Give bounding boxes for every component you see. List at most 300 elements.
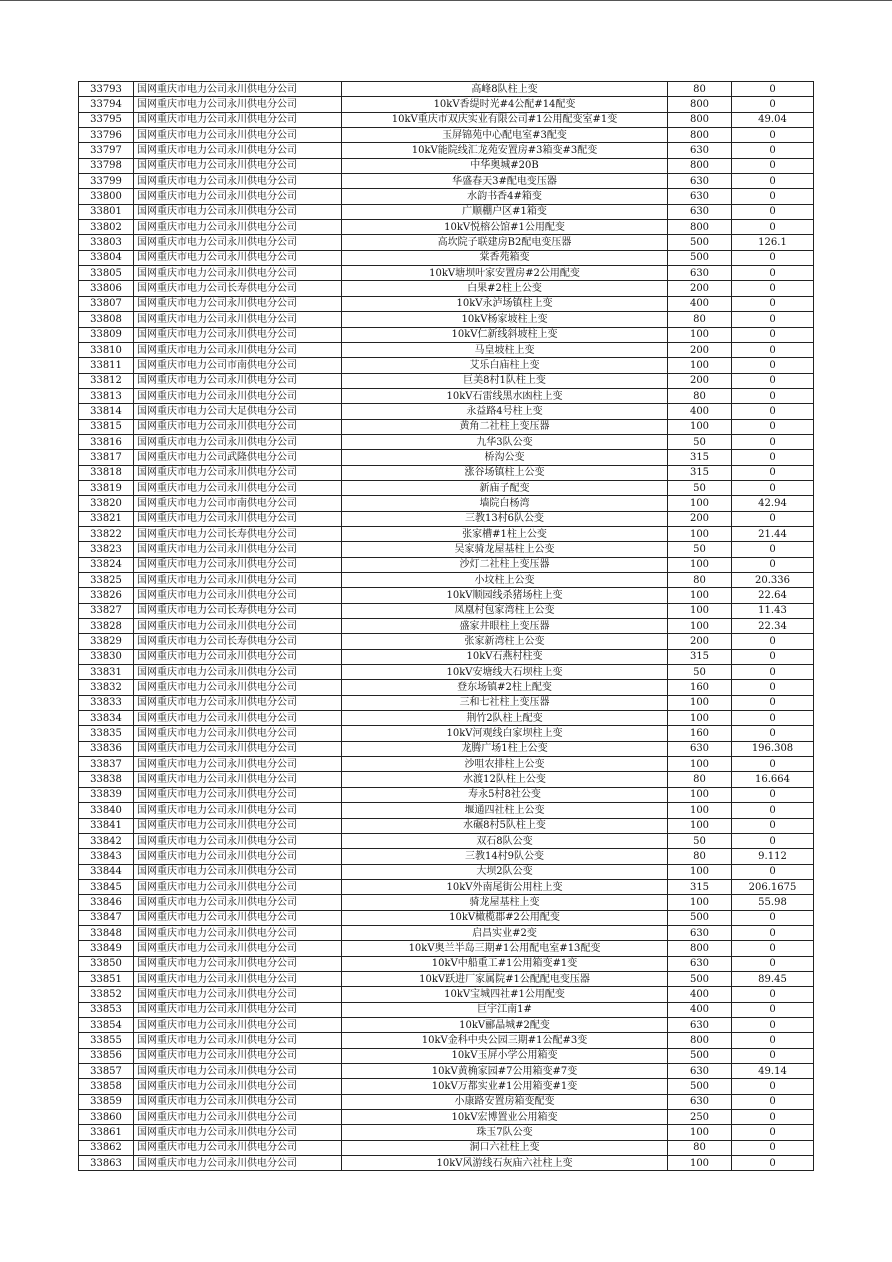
capacity-cell: 500 xyxy=(668,250,732,265)
company-cell: 国网重庆市电力公司永川供电分公司 xyxy=(134,1048,342,1063)
table-row xyxy=(79,711,814,726)
table-row xyxy=(79,680,814,695)
row-id-cell: 33850 xyxy=(79,956,134,971)
company-cell: 国网重庆市电力公司永川供电分公司 xyxy=(134,342,342,357)
capacity-cell: 200 xyxy=(668,281,732,296)
value-cell: 0 xyxy=(732,312,814,327)
transformer-name-cell: 10kV宏博置业公用箱变 xyxy=(342,1110,668,1125)
transformer-name-cell: 三和七社柱上变压器 xyxy=(342,695,668,710)
transformer-name-cell: 10kV黄桷家园#7公用箱变#7变 xyxy=(342,1064,668,1079)
transformer-name-cell: 涨谷场镇柱上公变 xyxy=(342,465,668,480)
row-id-cell: 33839 xyxy=(79,787,134,802)
capacity-cell: 630 xyxy=(668,956,732,971)
company-cell: 国网重庆市电力公司市南供电分公司 xyxy=(134,496,342,511)
row-id-cell: 33823 xyxy=(79,542,134,557)
table-row xyxy=(79,296,814,311)
company-cell: 国网重庆市电力公司永川供电分公司 xyxy=(134,266,342,281)
row-id-cell: 33847 xyxy=(79,910,134,925)
company-cell: 国网重庆市电力公司永川供电分公司 xyxy=(134,419,342,434)
capacity-cell: 200 xyxy=(668,373,732,388)
table-row xyxy=(79,1064,814,1079)
row-id-cell: 33851 xyxy=(79,971,134,986)
row-id-cell: 33846 xyxy=(79,895,134,910)
value-cell: 0 xyxy=(732,818,814,833)
transformer-name-cell: 棠香苑箱变 xyxy=(342,250,668,265)
value-cell: 0 xyxy=(732,1110,814,1125)
value-cell: 0 xyxy=(732,726,814,741)
table-row xyxy=(79,465,814,480)
value-cell: 0 xyxy=(732,82,814,97)
company-cell: 国网重庆市电力公司永川供电分公司 xyxy=(134,1033,342,1048)
capacity-cell: 630 xyxy=(668,204,732,219)
row-id-cell: 33804 xyxy=(79,250,134,265)
company-cell: 国网重庆市电力公司长寿供电分公司 xyxy=(134,281,342,296)
transformer-name-cell: 沙咀农排柱上公变 xyxy=(342,757,668,772)
table-row xyxy=(79,342,814,357)
row-id-cell: 33801 xyxy=(79,204,134,219)
capacity-cell: 630 xyxy=(668,189,732,204)
company-cell: 国网重庆市电力公司永川供电分公司 xyxy=(134,588,342,603)
value-cell: 0 xyxy=(732,373,814,388)
table-row xyxy=(79,864,814,879)
table-row xyxy=(79,235,814,250)
transformer-name-cell: 珠玉7队公变 xyxy=(342,1125,668,1140)
row-id-cell: 33799 xyxy=(79,174,134,189)
company-cell: 国网重庆市电力公司永川供电分公司 xyxy=(134,573,342,588)
table-row xyxy=(79,649,814,664)
transformer-name-cell: 10kV杨家坡柱上变 xyxy=(342,312,668,327)
company-cell: 国网重庆市电力公司永川供电分公司 xyxy=(134,434,342,449)
table-row xyxy=(79,849,814,864)
value-cell: 0 xyxy=(732,450,814,465)
capacity-cell: 630 xyxy=(668,741,732,756)
transformer-name-cell: 桥沟公变 xyxy=(342,450,668,465)
company-cell: 国网重庆市电力公司永川供电分公司 xyxy=(134,833,342,848)
value-cell: 0 xyxy=(732,511,814,526)
company-cell: 国网重庆市电力公司永川供电分公司 xyxy=(134,143,342,158)
row-id-cell: 33848 xyxy=(79,925,134,940)
value-cell: 49.14 xyxy=(732,1064,814,1079)
company-cell: 国网重庆市电力公司长寿供电分公司 xyxy=(134,526,342,541)
capacity-cell: 100 xyxy=(668,557,732,572)
table-row xyxy=(79,373,814,388)
table-row xyxy=(79,787,814,802)
value-cell: 0 xyxy=(732,358,814,373)
transformer-name-cell: 盛家井眼柱上变压器 xyxy=(342,619,668,634)
transformer-name-cell: 吴家骑龙屋基柱上公变 xyxy=(342,542,668,557)
capacity-cell: 800 xyxy=(668,220,732,235)
company-cell: 国网重庆市电力公司永川供电分公司 xyxy=(134,680,342,695)
row-id-cell: 33819 xyxy=(79,480,134,495)
table-row xyxy=(79,1140,814,1155)
value-cell: 0 xyxy=(732,1017,814,1032)
row-id-cell: 33808 xyxy=(79,312,134,327)
table-row xyxy=(79,1033,814,1048)
company-cell: 国网重庆市电力公司永川供电分公司 xyxy=(134,296,342,311)
row-id-cell: 33835 xyxy=(79,726,134,741)
capacity-cell: 400 xyxy=(668,296,732,311)
capacity-cell: 315 xyxy=(668,450,732,465)
company-cell: 国网重庆市电力公司永川供电分公司 xyxy=(134,174,342,189)
company-cell: 国网重庆市电力公司永川供电分公司 xyxy=(134,895,342,910)
table-row xyxy=(79,542,814,557)
company-cell: 国网重庆市电力公司永川供电分公司 xyxy=(134,956,342,971)
table-row xyxy=(79,987,814,1002)
transformer-name-cell: 骑龙屋基柱上变 xyxy=(342,895,668,910)
table-row xyxy=(79,941,814,956)
transformer-name-cell: 水渡12队柱上公变 xyxy=(342,772,668,787)
row-id-cell: 33831 xyxy=(79,665,134,680)
table-row xyxy=(79,619,814,634)
company-cell: 国网重庆市电力公司市南供电分公司 xyxy=(134,358,342,373)
capacity-cell: 100 xyxy=(668,496,732,511)
value-cell: 0 xyxy=(732,204,814,219)
row-id-cell: 33810 xyxy=(79,342,134,357)
company-cell: 国网重庆市电力公司永川供电分公司 xyxy=(134,511,342,526)
capacity-cell: 80 xyxy=(668,1140,732,1155)
value-cell: 0 xyxy=(732,956,814,971)
company-cell: 国网重庆市电力公司永川供电分公司 xyxy=(134,1156,342,1171)
transformer-name-cell: 10kV玉屏小学公用箱变 xyxy=(342,1048,668,1063)
capacity-cell: 630 xyxy=(668,1017,732,1032)
table-row xyxy=(79,158,814,173)
table-row xyxy=(79,803,814,818)
table-row xyxy=(79,726,814,741)
capacity-cell: 400 xyxy=(668,404,732,419)
capacity-cell: 100 xyxy=(668,419,732,434)
transformer-name-cell: 马皇坡柱上变 xyxy=(342,342,668,357)
transformer-name-cell: 10kV永泸场镇柱上变 xyxy=(342,296,668,311)
value-cell: 0 xyxy=(732,1033,814,1048)
company-cell: 国网重庆市电力公司永川供电分公司 xyxy=(134,757,342,772)
capacity-cell: 100 xyxy=(668,1125,732,1140)
table-row xyxy=(79,327,814,342)
capacity-cell: 500 xyxy=(668,235,732,250)
table-row xyxy=(79,511,814,526)
company-cell: 国网重庆市电力公司永川供电分公司 xyxy=(134,542,342,557)
row-id-cell: 33818 xyxy=(79,465,134,480)
table-row xyxy=(79,204,814,219)
table-row xyxy=(79,143,814,158)
table-row xyxy=(79,741,814,756)
capacity-cell: 50 xyxy=(668,480,732,495)
company-cell: 国网重庆市电力公司长寿供电分公司 xyxy=(134,603,342,618)
table-row xyxy=(79,404,814,419)
table-row xyxy=(79,1094,814,1109)
row-id-cell: 33845 xyxy=(79,879,134,894)
table-row xyxy=(79,925,814,940)
row-id-cell: 33843 xyxy=(79,849,134,864)
transformer-name-cell: 荆竹2队柱上配变 xyxy=(342,711,668,726)
capacity-cell: 100 xyxy=(668,358,732,373)
value-cell: 126.1 xyxy=(732,235,814,250)
capacity-cell: 50 xyxy=(668,434,732,449)
value-cell: 0 xyxy=(732,542,814,557)
transformer-name-cell: 10kV金科中央公园三期#1公配#3变 xyxy=(342,1033,668,1048)
table-row xyxy=(79,496,814,511)
value-cell: 0 xyxy=(732,649,814,664)
value-cell: 22.64 xyxy=(732,588,814,603)
row-id-cell: 33837 xyxy=(79,757,134,772)
value-cell: 0 xyxy=(732,833,814,848)
company-cell: 国网重庆市电力公司永川供电分公司 xyxy=(134,925,342,940)
row-id-cell: 33834 xyxy=(79,711,134,726)
capacity-cell: 800 xyxy=(668,97,732,112)
company-cell: 国网重庆市电力公司永川供电分公司 xyxy=(134,741,342,756)
transformer-name-cell: 10kV安塘线大石坝柱上变 xyxy=(342,665,668,680)
transformer-name-cell: 白果#2柱上公变 xyxy=(342,281,668,296)
transformer-name-cell: 10kV郦晶城#2配变 xyxy=(342,1017,668,1032)
capacity-cell: 315 xyxy=(668,465,732,480)
company-cell: 国网重庆市电力公司永川供电分公司 xyxy=(134,649,342,664)
capacity-cell: 100 xyxy=(668,864,732,879)
value-cell: 21.44 xyxy=(732,526,814,541)
transformer-name-cell: 中华奥城#20B xyxy=(342,158,668,173)
company-cell: 国网重庆市电力公司永川供电分公司 xyxy=(134,220,342,235)
transformer-name-cell: 10kV仁新线斜坡柱上变 xyxy=(342,327,668,342)
capacity-cell: 80 xyxy=(668,573,732,588)
row-id-cell: 33828 xyxy=(79,619,134,634)
row-id-cell: 33863 xyxy=(79,1156,134,1171)
transformer-name-cell: 水碾8村5队柱上变 xyxy=(342,818,668,833)
table-row xyxy=(79,573,814,588)
table-row xyxy=(79,112,814,127)
row-id-cell: 33814 xyxy=(79,404,134,419)
table-row xyxy=(79,128,814,143)
value-cell: 0 xyxy=(732,465,814,480)
capacity-cell: 200 xyxy=(668,511,732,526)
transformer-name-cell: 墙院白杨湾 xyxy=(342,496,668,511)
table-row xyxy=(79,174,814,189)
row-id-cell: 33861 xyxy=(79,1125,134,1140)
capacity-cell: 400 xyxy=(668,987,732,1002)
transformer-name-cell: 10kV塘坝叶家安置房#2公用配变 xyxy=(342,266,668,281)
value-cell: 0 xyxy=(732,634,814,649)
row-id-cell: 33793 xyxy=(79,82,134,97)
row-id-cell: 33811 xyxy=(79,358,134,373)
value-cell: 0 xyxy=(732,1125,814,1140)
transformer-name-cell: 玉屏锦苑中心配电室#3配变 xyxy=(342,128,668,143)
row-id-cell: 33844 xyxy=(79,864,134,879)
company-cell: 国网重庆市电力公司永川供电分公司 xyxy=(134,1140,342,1155)
capacity-cell: 80 xyxy=(668,388,732,403)
value-cell: 0 xyxy=(732,910,814,925)
row-id-cell: 33829 xyxy=(79,634,134,649)
company-cell: 国网重庆市电力公司永川供电分公司 xyxy=(134,388,342,403)
table-row xyxy=(79,434,814,449)
value-cell: 0 xyxy=(732,97,814,112)
company-cell: 国网重庆市电力公司永川供电分公司 xyxy=(134,787,342,802)
row-id-cell: 33840 xyxy=(79,803,134,818)
company-cell: 国网重庆市电力公司长寿供电分公司 xyxy=(134,634,342,649)
company-cell: 国网重庆市电力公司永川供电分公司 xyxy=(134,1094,342,1109)
row-id-cell: 33795 xyxy=(79,112,134,127)
capacity-cell: 200 xyxy=(668,634,732,649)
table-row xyxy=(79,189,814,204)
company-cell: 国网重庆市电力公司永川供电分公司 xyxy=(134,204,342,219)
company-cell: 国网重庆市电力公司永川供电分公司 xyxy=(134,1002,342,1017)
transformer-name-cell: 小康路安置房箱变配变 xyxy=(342,1094,668,1109)
company-cell: 国网重庆市电力公司永川供电分公司 xyxy=(134,1064,342,1079)
value-cell: 0 xyxy=(732,680,814,695)
transformer-name-cell: 巨美8村1队柱上变 xyxy=(342,373,668,388)
row-id-cell: 33862 xyxy=(79,1140,134,1155)
row-id-cell: 33854 xyxy=(79,1017,134,1032)
transformer-name-cell: 登东场镇#2柱上配变 xyxy=(342,680,668,695)
transformer-name-cell: 堰通四社柱上公变 xyxy=(342,803,668,818)
table-row xyxy=(79,772,814,787)
value-cell: 0 xyxy=(732,296,814,311)
capacity-cell: 80 xyxy=(668,312,732,327)
capacity-cell: 315 xyxy=(668,879,732,894)
table-row xyxy=(79,419,814,434)
value-cell: 0 xyxy=(732,941,814,956)
value-cell: 0 xyxy=(732,1048,814,1063)
capacity-cell: 100 xyxy=(668,711,732,726)
value-cell: 0 xyxy=(732,174,814,189)
capacity-cell: 100 xyxy=(668,818,732,833)
company-cell: 国网重庆市电力公司永川供电分公司 xyxy=(134,1110,342,1125)
transformer-name-cell: 小坟柱上公变 xyxy=(342,573,668,588)
value-cell: 196.308 xyxy=(732,741,814,756)
row-id-cell: 33817 xyxy=(79,450,134,465)
value-cell: 0 xyxy=(732,1140,814,1155)
capacity-cell: 50 xyxy=(668,833,732,848)
capacity-cell: 160 xyxy=(668,680,732,695)
transformer-name-cell: 永益路4号柱上变 xyxy=(342,404,668,419)
capacity-cell: 100 xyxy=(668,327,732,342)
page-top-rule xyxy=(0,0,892,1)
transformer-name-cell: 10kV石雷线黑水凼柱上变 xyxy=(342,388,668,403)
transformer-name-cell: 10kV奥兰半岛三期#1公用配电室#13配变 xyxy=(342,941,668,956)
row-id-cell: 33860 xyxy=(79,1110,134,1125)
table-row xyxy=(79,695,814,710)
table-row xyxy=(79,358,814,373)
value-cell: 0 xyxy=(732,128,814,143)
company-cell: 国网重庆市电力公司永川供电分公司 xyxy=(134,619,342,634)
transformer-name-cell: 高坎院子联建房B2配电变压器 xyxy=(342,235,668,250)
value-cell: 9.112 xyxy=(732,849,814,864)
value-cell: 0 xyxy=(732,925,814,940)
table-row xyxy=(79,818,814,833)
capacity-cell: 100 xyxy=(668,695,732,710)
table-body xyxy=(79,82,814,1171)
transformer-name-cell: 大坝2队公变 xyxy=(342,864,668,879)
capacity-cell: 500 xyxy=(668,1079,732,1094)
row-id-cell: 33841 xyxy=(79,818,134,833)
capacity-cell: 100 xyxy=(668,787,732,802)
row-id-cell: 33820 xyxy=(79,496,134,511)
transformer-name-cell: 10kV跃进厂家属院#1公配配电变压器 xyxy=(342,971,668,986)
row-id-cell: 33827 xyxy=(79,603,134,618)
table-row xyxy=(79,833,814,848)
company-cell: 国网重庆市电力公司大足供电分公司 xyxy=(134,404,342,419)
table-row xyxy=(79,1156,814,1171)
capacity-cell: 315 xyxy=(668,649,732,664)
transformer-name-cell: 10kV香缇时光#4公配#14配变 xyxy=(342,97,668,112)
transformer-name-cell: 10kV能院线汇龙苑安置房#3箱变#3配变 xyxy=(342,143,668,158)
company-cell: 国网重庆市电力公司永川供电分公司 xyxy=(134,480,342,495)
capacity-cell: 200 xyxy=(668,342,732,357)
row-id-cell: 33815 xyxy=(79,419,134,434)
value-cell: 0 xyxy=(732,404,814,419)
transformer-table xyxy=(78,81,814,1171)
transformer-name-cell: 广顺棚户区#1箱变 xyxy=(342,204,668,219)
value-cell: 0 xyxy=(732,281,814,296)
transformer-name-cell: 10kV橄榄郡#2公用配变 xyxy=(342,910,668,925)
company-cell: 国网重庆市电力公司永川供电分公司 xyxy=(134,1125,342,1140)
transformer-name-cell: 10kV万都实业#1公用箱变#1变 xyxy=(342,1079,668,1094)
value-cell: 0 xyxy=(732,1002,814,1017)
table-row xyxy=(79,1110,814,1125)
company-cell: 国网重庆市电力公司永川供电分公司 xyxy=(134,97,342,112)
value-cell: 0 xyxy=(732,388,814,403)
row-id-cell: 33802 xyxy=(79,220,134,235)
transformer-name-cell: 凤凰村包家湾柱上公变 xyxy=(342,603,668,618)
value-cell: 0 xyxy=(732,987,814,1002)
table-row xyxy=(79,895,814,910)
row-id-cell: 33836 xyxy=(79,741,134,756)
transformer-name-cell: 巨宇江南1# xyxy=(342,1002,668,1017)
table-row xyxy=(79,956,814,971)
row-id-cell: 33830 xyxy=(79,649,134,664)
transformer-name-cell: 高峰8队柱上变 xyxy=(342,82,668,97)
table-row xyxy=(79,220,814,235)
value-cell: 22.34 xyxy=(732,619,814,634)
company-cell: 国网重庆市电力公司永川供电分公司 xyxy=(134,327,342,342)
row-id-cell: 33813 xyxy=(79,388,134,403)
table-row xyxy=(79,634,814,649)
table-row xyxy=(79,557,814,572)
row-id-cell: 33857 xyxy=(79,1064,134,1079)
value-cell: 49.04 xyxy=(732,112,814,127)
row-id-cell: 33842 xyxy=(79,833,134,848)
value-cell: 0 xyxy=(732,711,814,726)
table-row xyxy=(79,250,814,265)
value-cell: 0 xyxy=(732,220,814,235)
table-row xyxy=(79,97,814,112)
transformer-name-cell: 艾乐白庙柱上变 xyxy=(342,358,668,373)
company-cell: 国网重庆市电力公司永川供电分公司 xyxy=(134,864,342,879)
company-cell: 国网重庆市电力公司永川供电分公司 xyxy=(134,250,342,265)
table-row xyxy=(79,757,814,772)
transformer-name-cell: 张家新湾柱上公变 xyxy=(342,634,668,649)
company-cell: 国网重庆市电力公司永川供电分公司 xyxy=(134,772,342,787)
transformer-name-cell: 华盛春天3#配电变压器 xyxy=(342,174,668,189)
transformer-name-cell: 双石8队公变 xyxy=(342,833,668,848)
transformer-name-cell: 三教13村6队公变 xyxy=(342,511,668,526)
value-cell: 0 xyxy=(732,189,814,204)
capacity-cell: 500 xyxy=(668,971,732,986)
transformer-name-cell: 寿永5村8社公变 xyxy=(342,787,668,802)
table-row xyxy=(79,588,814,603)
row-id-cell: 33807 xyxy=(79,296,134,311)
value-cell: 0 xyxy=(732,1079,814,1094)
company-cell: 国网重庆市电力公司永川供电分公司 xyxy=(134,818,342,833)
transformer-name-cell: 10kV重庆市双庆实业有限公司#1公用配变室#1变 xyxy=(342,112,668,127)
transformer-name-cell: 10kV顺园线杀猪场柱上变 xyxy=(342,588,668,603)
company-cell: 国网重庆市电力公司永川供电分公司 xyxy=(134,235,342,250)
row-id-cell: 33856 xyxy=(79,1048,134,1063)
company-cell: 国网重庆市电力公司永川供电分公司 xyxy=(134,112,342,127)
company-cell: 国网重庆市电力公司永川供电分公司 xyxy=(134,1017,342,1032)
capacity-cell: 500 xyxy=(668,910,732,925)
company-cell: 国网重庆市电力公司永川供电分公司 xyxy=(134,849,342,864)
row-id-cell: 33852 xyxy=(79,987,134,1002)
transformer-name-cell: 10kV风游线石灰庙六社柱上变 xyxy=(342,1156,668,1171)
transformer-name-cell: 水韵书香4#箱变 xyxy=(342,189,668,204)
value-cell: 0 xyxy=(732,342,814,357)
